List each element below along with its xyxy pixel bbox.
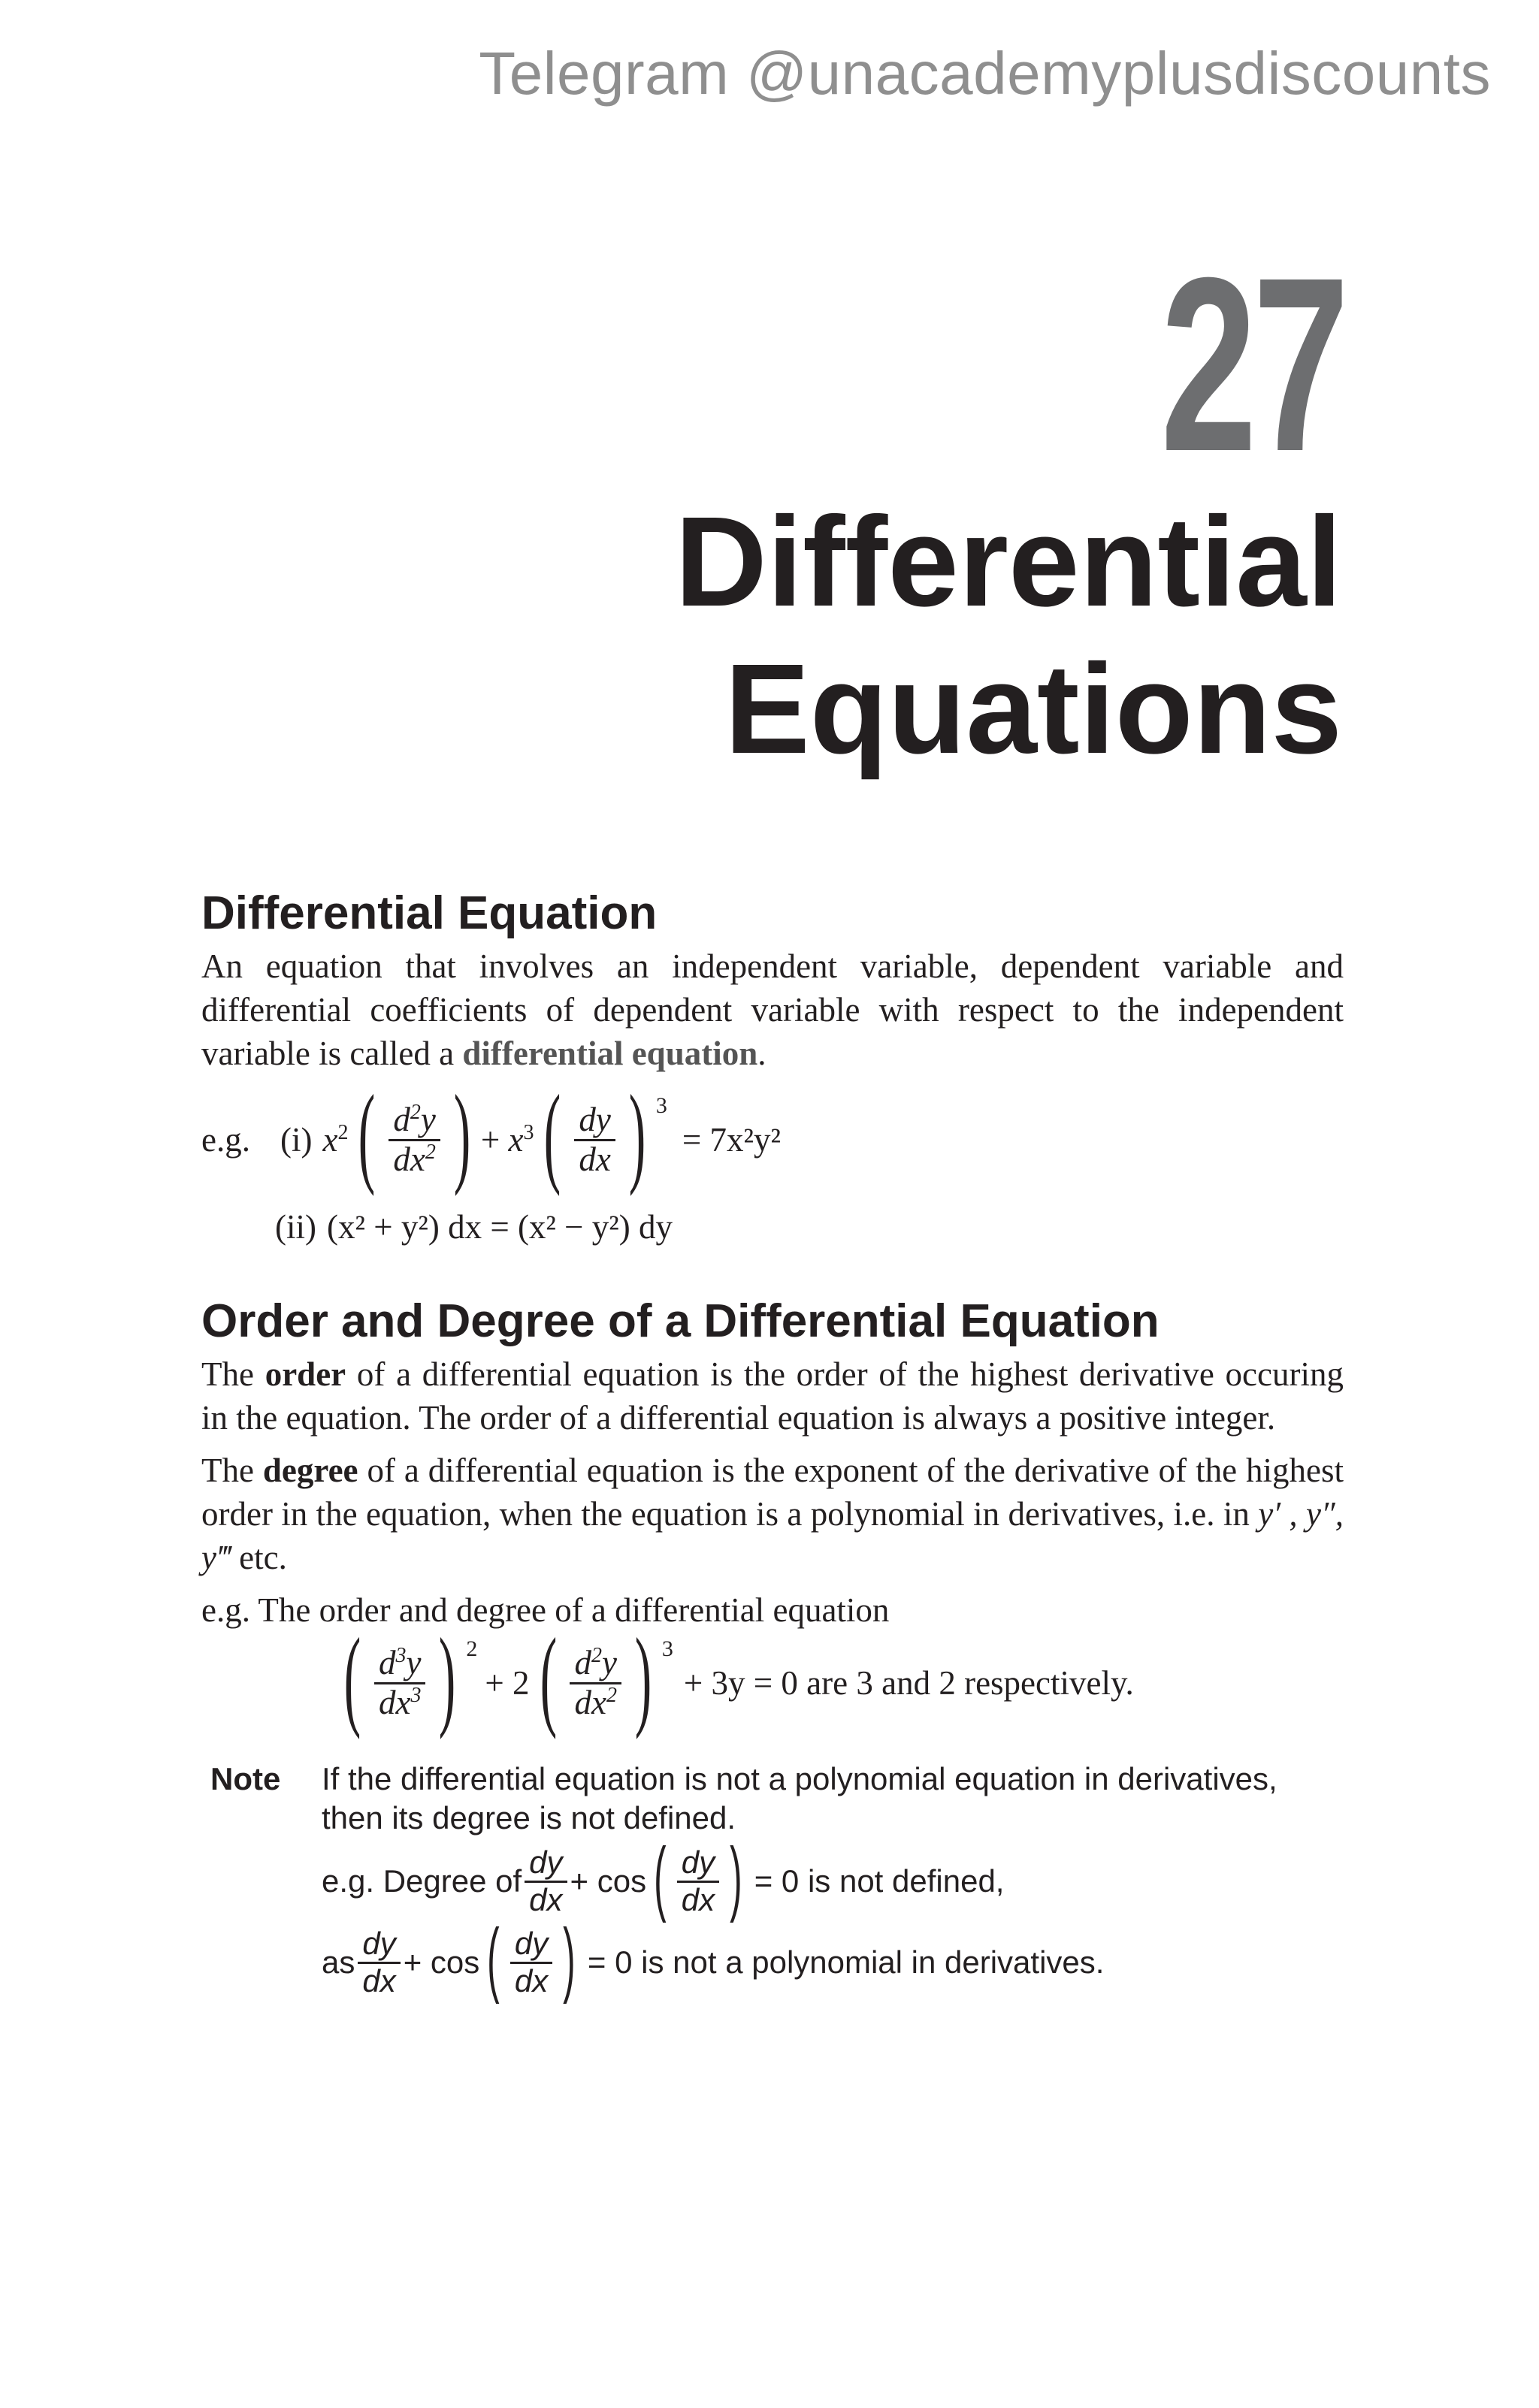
chapter-title-line1: Differential [675, 491, 1342, 633]
order-paragraph: The order of a differential equation is the order of the highest derivative occuring in the equation. The order of a differential equation is always a positive integer. [201, 1355, 1344, 1437]
chapter-title-line2: Equations [724, 638, 1342, 781]
content [201, 887, 1344, 2005]
example-intro: e.g. The order and degree of a differential equation [201, 1591, 890, 1629]
note-label: Note [210, 1761, 281, 1796]
watermark: Telegram @unacademyplusdiscounts [479, 40, 1491, 107]
note-box [201, 1760, 1344, 2005]
term-differential-equation: differential equation [462, 1035, 758, 1072]
section-heading-differential-equation: Differential Equation [201, 887, 658, 939]
example-equation-1: e.g. (i) $x^2$ ( $\frac{d^2y}{dx^2}$ ) + $x^3$ ( $\frac{dy}{dx}$ ) 3 = 7x²y² [201, 1072, 781, 1197]
order-degree-example-equation: ( $\frac{d^3y}{dx^3}$ ) 2 + 2 ( $\frac{d^2y}{dx^2}$ ) 3 + 3y = 0 are 3 and 2 respectively. [343, 1615, 1134, 1740]
definition-paragraph: An equation that involves an independent variable, dependent variable and differential coefficients of dependent variable with respect to the independent variable is called a differential equation. [201, 947, 1344, 1072]
degree-paragraph: The degree of a differential equation is the exponent of the derivative of the highest order in the equation, when the equation is a polynomial in derivatives, i.e. in y′ , y″, y‴ etc. [201, 1452, 1344, 1576]
note-as-line: as $\frac{dy}{dx}$ + cos ( $\frac{dy}{dx}$ ) = 0 is not a polynomial in derivatives. [322, 1912, 1105, 2005]
chapter-title [675, 488, 1342, 783]
term-order: order [265, 1355, 346, 1393]
section-heading-order-degree: Order and Degree of a Differential Equation [201, 1295, 1160, 1347]
note-example-line: e.g. Degree of $\frac{dy}{dx}$ + cos ( $\frac{dy}{dx}$ ) = 0 is not defined, [322, 1831, 1005, 1923]
note-body [322, 1760, 1344, 2005]
chapter-number: 27 [1160, 225, 1345, 503]
term-degree: degree [262, 1452, 358, 1489]
example-equation-2: (ii) (x² + y²) dx = (x² − y²) dy [275, 1208, 673, 1246]
note-text: If the differential equation is not a polynomial equation in derivatives, then its degree is not defined. [322, 1761, 1277, 1835]
